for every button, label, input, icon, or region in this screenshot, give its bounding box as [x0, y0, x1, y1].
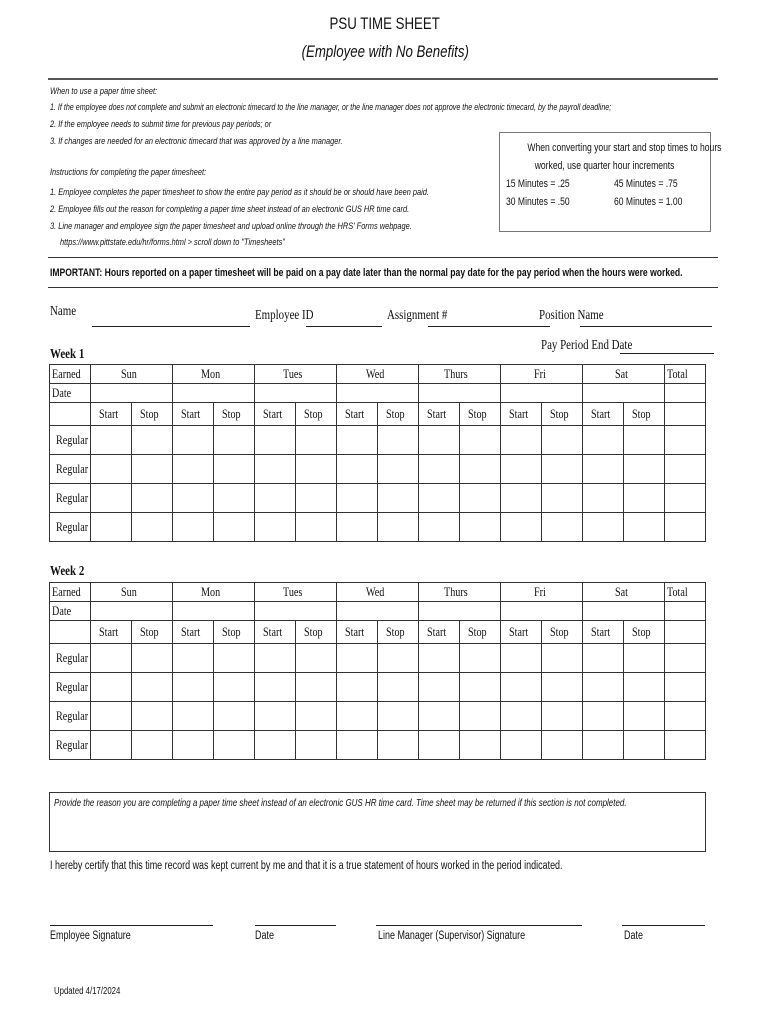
time-cell[interactable] — [296, 455, 337, 484]
regular-label: Regular — [50, 484, 91, 513]
time-cell[interactable] — [91, 673, 132, 702]
employee-date-label: Date — [255, 930, 274, 942]
start-label: Start — [337, 403, 378, 426]
day-sun: Sun — [91, 583, 173, 602]
important-notice: IMPORTANT: Hours reported on a paper timesheet will be paid on a pay date later than the normal pay date for the pay period when the hours were worked. — [50, 267, 683, 279]
stop-label: Stop — [542, 403, 583, 426]
total-cell[interactable] — [665, 426, 706, 455]
assignment-label: Assignment # — [387, 308, 448, 323]
day-sat: Sat — [583, 583, 665, 602]
table-row — [50, 426, 706, 455]
time-cell[interactable] — [501, 731, 542, 760]
time-cell[interactable] — [255, 731, 296, 760]
manager-signature-label: Line Manager (Supervisor) Signature — [378, 930, 526, 942]
conversion-box — [499, 132, 722, 232]
time-cell[interactable] — [460, 644, 501, 673]
time-cell[interactable] — [378, 731, 419, 760]
start-stop-row — [50, 621, 706, 644]
time-cell[interactable] — [501, 644, 542, 673]
time-cell[interactable] — [132, 455, 173, 484]
total-cell[interactable] — [665, 513, 706, 542]
date-cell[interactable] — [255, 602, 337, 621]
time-cell[interactable] — [624, 513, 665, 542]
time-cell[interactable] — [542, 484, 583, 513]
time-cell[interactable] — [91, 513, 132, 542]
start-label: Start — [501, 403, 542, 426]
time-cell[interactable] — [337, 426, 378, 455]
manager-date-label: Date — [624, 930, 643, 942]
day-sat: Sat — [583, 365, 665, 384]
time-cell[interactable] — [132, 426, 173, 455]
time-cell[interactable] — [91, 731, 132, 760]
time-cell[interactable] — [214, 731, 255, 760]
time-cell[interactable] — [337, 673, 378, 702]
date-label: Date — [50, 384, 91, 403]
time-cell[interactable] — [91, 644, 132, 673]
time-cell[interactable] — [255, 513, 296, 542]
time-cell[interactable] — [583, 484, 624, 513]
time-cell[interactable] — [337, 731, 378, 760]
page-title: PSU TIME SHEET — [329, 14, 441, 33]
time-cell[interactable] — [460, 513, 501, 542]
regular-label: Regular — [50, 426, 91, 455]
time-cell[interactable] — [214, 673, 255, 702]
time-cell[interactable] — [214, 513, 255, 542]
date-cell[interactable] — [255, 384, 337, 403]
time-cell[interactable] — [214, 426, 255, 455]
total-cell[interactable] — [665, 673, 706, 702]
total-label: Total — [665, 583, 706, 602]
start-label: Start — [91, 403, 132, 426]
date-cell[interactable] — [501, 602, 583, 621]
time-cell[interactable] — [337, 455, 378, 484]
total-cell[interactable] — [665, 455, 706, 484]
date-cell[interactable] — [337, 384, 419, 403]
total-date-cell[interactable] — [665, 384, 706, 403]
date-cell[interactable] — [173, 384, 255, 403]
day-mon: Mon — [173, 365, 255, 384]
time-cell[interactable] — [255, 455, 296, 484]
start-stop-row — [50, 403, 706, 426]
time-cell[interactable] — [460, 455, 501, 484]
time-cell[interactable] — [378, 426, 419, 455]
date-cell[interactable] — [419, 384, 501, 403]
table-row — [50, 484, 706, 513]
time-cell[interactable] — [501, 513, 542, 542]
day-wed: Wed — [337, 583, 419, 602]
assignment-field[interactable] — [428, 326, 550, 327]
blank-cell — [665, 403, 706, 426]
time-cell[interactable] — [460, 673, 501, 702]
time-cell[interactable] — [460, 702, 501, 731]
stop-label: Stop — [132, 403, 173, 426]
when-to-use-item-3: 3. If changes are needed for an electronic timecard that was approved by a line manager. — [50, 136, 343, 147]
certification-statement: I hereby certify that this time record was kept current by me and that it is a true statement of hours worked in the period indicated. — [50, 860, 563, 872]
time-cell[interactable] — [337, 484, 378, 513]
date-cell[interactable] — [91, 602, 173, 621]
time-cell[interactable] — [378, 673, 419, 702]
time-cell[interactable] — [419, 702, 460, 731]
conversion-45min: 45 Minutes = .75 — [614, 178, 678, 190]
date-cell[interactable] — [501, 384, 583, 403]
name-label: Name — [50, 304, 77, 319]
time-cell[interactable] — [337, 702, 378, 731]
date-cell[interactable] — [91, 384, 173, 403]
conversion-30min: 30 Minutes = .50 — [506, 196, 570, 208]
time-cell[interactable] — [173, 484, 214, 513]
week-1-table — [49, 364, 706, 542]
day-sun: Sun — [91, 365, 173, 384]
start-label: Start — [91, 621, 132, 644]
time-cell[interactable] — [460, 731, 501, 760]
time-cell[interactable] — [296, 644, 337, 673]
day-fri: Fri — [501, 583, 583, 602]
week-2-table — [49, 582, 706, 760]
time-cell[interactable] — [255, 644, 296, 673]
day-header-row — [50, 583, 706, 602]
conversion-line-1: When converting your start and stop times to hours — [527, 142, 722, 154]
time-cell[interactable] — [173, 731, 214, 760]
time-cell[interactable] — [419, 513, 460, 542]
stop-label: Stop — [378, 403, 419, 426]
date-row — [50, 602, 706, 621]
time-cell[interactable] — [583, 702, 624, 731]
regular-label: Regular — [50, 644, 91, 673]
stop-label: Stop — [214, 403, 255, 426]
time-cell[interactable] — [173, 702, 214, 731]
day-tues: Tues — [255, 583, 337, 602]
time-cell[interactable] — [91, 702, 132, 731]
date-row — [50, 384, 706, 403]
start-label: Start — [419, 403, 460, 426]
time-cell[interactable] — [542, 673, 583, 702]
time-cell[interactable] — [337, 513, 378, 542]
employee-id-field[interactable] — [306, 326, 382, 327]
date-cell[interactable] — [583, 602, 665, 621]
total-cell[interactable] — [665, 484, 706, 513]
time-cell[interactable] — [214, 484, 255, 513]
table-row — [50, 673, 706, 702]
position-name-field[interactable] — [580, 326, 712, 327]
week-2-label: Week 2 — [50, 564, 85, 579]
when-to-use-item-2: 2. If the employee needs to submit time for previous pay periods; or — [50, 119, 272, 130]
time-cell[interactable] — [132, 731, 173, 760]
time-cell[interactable] — [501, 673, 542, 702]
conversion-15min: 15 Minutes = .25 — [506, 178, 570, 190]
time-cell[interactable] — [624, 731, 665, 760]
time-cell[interactable] — [501, 426, 542, 455]
start-label: Start — [583, 621, 624, 644]
time-cell[interactable] — [419, 731, 460, 760]
when-to-use-item-1: 1. If the employee does not complete and submit an electronic timecard to the line manager, or the line manager does not approve the electronic timecard, by the payroll deadline; — [50, 102, 612, 113]
date-cell[interactable] — [173, 602, 255, 621]
time-cell[interactable] — [91, 484, 132, 513]
start-label: Start — [501, 621, 542, 644]
position-name-label: Position Name — [539, 308, 604, 323]
time-cell[interactable] — [419, 644, 460, 673]
time-cell[interactable] — [255, 702, 296, 731]
table-row — [50, 702, 706, 731]
start-label: Start — [173, 403, 214, 426]
stop-label: Stop — [624, 621, 665, 644]
time-cell[interactable] — [132, 702, 173, 731]
start-label: Start — [255, 621, 296, 644]
table-row — [50, 455, 706, 484]
total-cell[interactable] — [665, 644, 706, 673]
page-subtitle: (Employee with No Benefits) — [301, 42, 469, 61]
updated-date: Updated 4/17/2024 — [54, 986, 121, 997]
time-cell[interactable] — [255, 426, 296, 455]
earned-label: Earned — [50, 365, 91, 384]
time-cell[interactable] — [624, 644, 665, 673]
time-cell[interactable] — [132, 484, 173, 513]
forms-link[interactable]: https://www.pittstate.edu/hr/forms.html > scroll down to "Timesheets" — [60, 237, 285, 248]
employee-signature-label: Employee Signature — [50, 930, 131, 942]
time-cell[interactable] — [296, 673, 337, 702]
blank-cell — [50, 403, 91, 426]
stop-label: Stop — [132, 621, 173, 644]
time-cell[interactable] — [255, 484, 296, 513]
date-label: Date — [50, 602, 91, 621]
day-wed: Wed — [337, 365, 419, 384]
time-cell[interactable] — [583, 513, 624, 542]
time-cell[interactable] — [91, 455, 132, 484]
time-cell[interactable] — [214, 455, 255, 484]
time-cell[interactable] — [501, 455, 542, 484]
employee-date-line[interactable] — [255, 925, 336, 926]
day-header-row — [50, 365, 706, 384]
time-cell[interactable] — [296, 731, 337, 760]
time-cell[interactable] — [255, 673, 296, 702]
date-cell[interactable] — [337, 602, 419, 621]
instructions-item-3: 3. Line manager and employee sign the paper timesheet and upload online through the HRS' Forms webpage. — [50, 221, 412, 232]
instructions-item-1: 1. Employee completes the paper timesheet to show the entire pay period as it should be or should have been paid. — [50, 187, 429, 198]
time-cell[interactable] — [337, 644, 378, 673]
time-cell[interactable] — [91, 426, 132, 455]
time-cell[interactable] — [173, 673, 214, 702]
regular-label: Regular — [50, 673, 91, 702]
time-cell[interactable] — [542, 731, 583, 760]
day-thurs: Thurs — [419, 365, 501, 384]
conversion-60min: 60 Minutes = 1.00 — [614, 196, 683, 208]
instructions-item-2: 2. Employee fills out the reason for completing a paper time sheet instead of an electronic GUS HR time card. — [50, 204, 410, 215]
day-thurs: Thurs — [419, 583, 501, 602]
time-cell[interactable] — [378, 513, 419, 542]
reason-prompt: Provide the reason you are completing a paper time sheet instead of an electronic GUS HR time card. Time sheet may be returned if this section is not completed. — [54, 797, 627, 809]
week-1-label: Week 1 — [50, 347, 85, 362]
time-cell[interactable] — [173, 426, 214, 455]
employee-id-label: Employee ID — [255, 308, 314, 323]
day-fri: Fri — [501, 365, 583, 384]
time-cell[interactable] — [542, 702, 583, 731]
stop-label: Stop — [542, 621, 583, 644]
manager-signature-line[interactable] — [376, 925, 582, 926]
time-cell[interactable] — [460, 426, 501, 455]
start-label: Start — [583, 403, 624, 426]
time-cell[interactable] — [132, 644, 173, 673]
time-cell[interactable] — [132, 513, 173, 542]
day-tues: Tues — [255, 365, 337, 384]
regular-label: Regular — [50, 455, 91, 484]
regular-label: Regular — [50, 702, 91, 731]
time-cell[interactable] — [378, 484, 419, 513]
time-cell[interactable] — [542, 455, 583, 484]
blank-cell — [50, 621, 91, 644]
time-cell[interactable] — [419, 484, 460, 513]
time-cell[interactable] — [624, 673, 665, 702]
stop-label: Stop — [214, 621, 255, 644]
earned-label: Earned — [50, 583, 91, 602]
time-cell[interactable] — [501, 484, 542, 513]
time-cell[interactable] — [624, 426, 665, 455]
time-cell[interactable] — [214, 702, 255, 731]
start-label: Start — [255, 403, 296, 426]
time-cell[interactable] — [501, 702, 542, 731]
conversion-line-2: worked, use quarter hour increments — [535, 160, 675, 172]
table-row — [50, 731, 706, 760]
date-cell[interactable] — [419, 602, 501, 621]
pay-period-end-field[interactable] — [620, 353, 714, 354]
reason-box[interactable] — [49, 792, 706, 852]
total-cell[interactable] — [665, 731, 706, 760]
time-cell[interactable] — [583, 644, 624, 673]
time-cell[interactable] — [132, 673, 173, 702]
time-cell[interactable] — [460, 484, 501, 513]
time-cell[interactable] — [583, 426, 624, 455]
time-cell[interactable] — [173, 455, 214, 484]
time-cell[interactable] — [583, 731, 624, 760]
time-cell[interactable] — [542, 513, 583, 542]
time-cell[interactable] — [296, 484, 337, 513]
date-cell[interactable] — [583, 384, 665, 403]
time-cell[interactable] — [214, 644, 255, 673]
stop-label: Stop — [378, 621, 419, 644]
stop-label: Stop — [460, 621, 501, 644]
instructions-heading: Instructions for completing the paper timesheet: — [50, 167, 207, 178]
time-cell[interactable] — [542, 644, 583, 673]
employee-signature-line[interactable] — [50, 925, 213, 926]
start-label: Start — [419, 621, 460, 644]
time-cell[interactable] — [583, 455, 624, 484]
time-cell[interactable] — [419, 673, 460, 702]
start-label: Start — [337, 621, 378, 644]
total-label: Total — [665, 365, 706, 384]
table-row — [50, 513, 706, 542]
time-cell[interactable] — [419, 426, 460, 455]
time-cell[interactable] — [419, 455, 460, 484]
stop-label: Stop — [296, 403, 337, 426]
time-cell[interactable] — [624, 702, 665, 731]
time-cell[interactable] — [378, 644, 419, 673]
regular-label: Regular — [50, 513, 91, 542]
day-mon: Mon — [173, 583, 255, 602]
time-cell[interactable] — [173, 513, 214, 542]
stop-label: Stop — [460, 403, 501, 426]
regular-label: Regular — [50, 731, 91, 760]
important-top-divider — [48, 257, 718, 258]
time-cell[interactable] — [173, 644, 214, 673]
time-cell[interactable] — [296, 426, 337, 455]
time-cell[interactable] — [624, 455, 665, 484]
start-label: Start — [173, 621, 214, 644]
header-divider — [48, 78, 718, 80]
total-date-cell[interactable] — [665, 602, 706, 621]
time-cell[interactable] — [378, 702, 419, 731]
time-cell[interactable] — [296, 513, 337, 542]
time-cell[interactable] — [583, 673, 624, 702]
when-to-use-heading: When to use a paper time sheet: — [50, 86, 158, 97]
stop-label: Stop — [296, 621, 337, 644]
pay-period-end-label: Pay Period End Date — [541, 338, 633, 353]
manager-date-line[interactable] — [622, 925, 705, 926]
important-bottom-divider — [48, 287, 718, 288]
table-row — [50, 644, 706, 673]
blank-cell — [665, 621, 706, 644]
time-cell[interactable] — [542, 426, 583, 455]
name-field[interactable] — [92, 326, 250, 327]
time-cell[interactable] — [624, 484, 665, 513]
total-cell[interactable] — [665, 702, 706, 731]
time-cell[interactable] — [296, 702, 337, 731]
stop-label: Stop — [624, 403, 665, 426]
time-cell[interactable] — [378, 455, 419, 484]
